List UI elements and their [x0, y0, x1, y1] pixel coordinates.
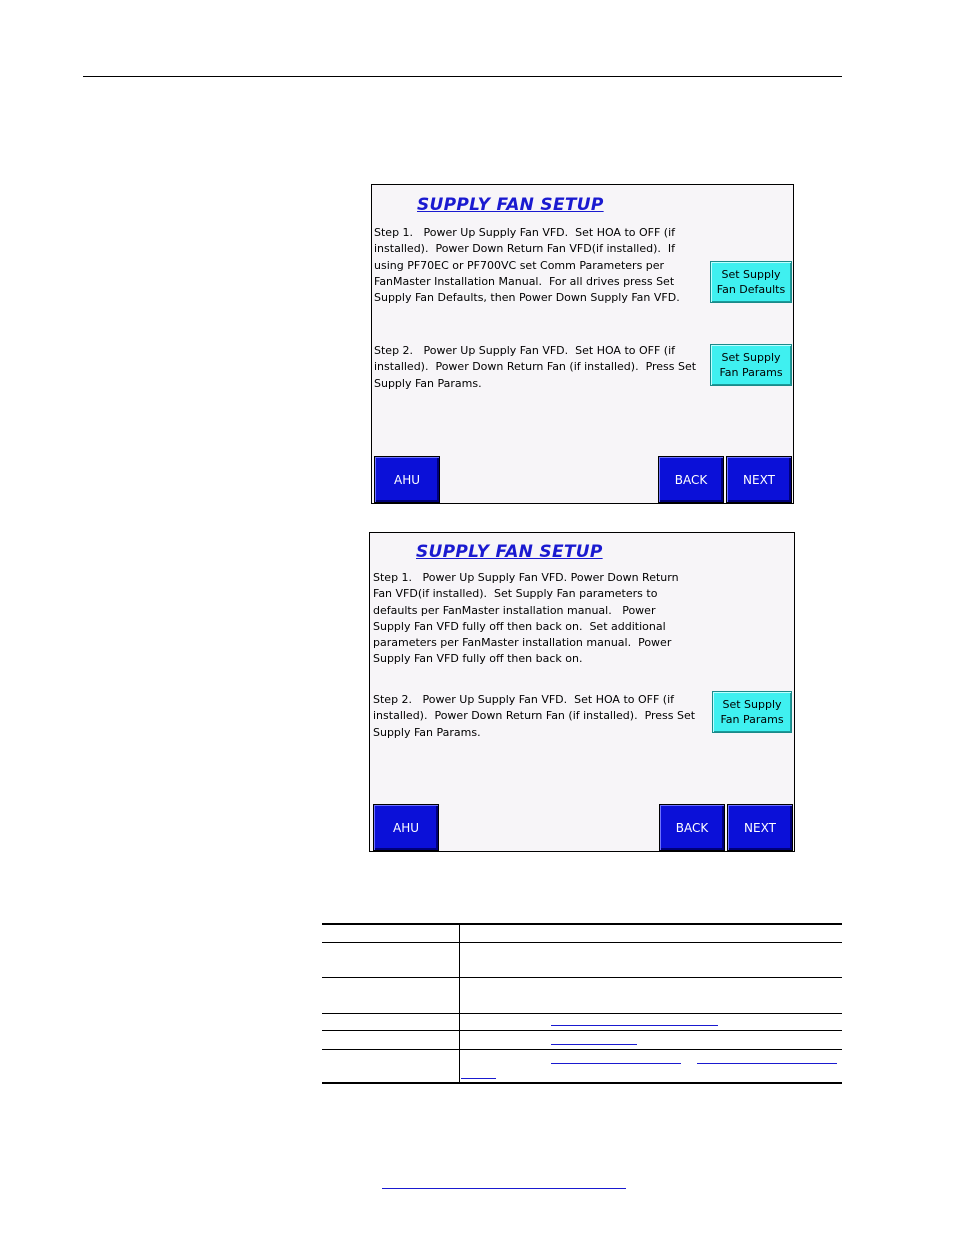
table-header-rule — [322, 942, 842, 943]
next-button[interactable]: NEXT — [727, 804, 793, 851]
table-link[interactable] — [551, 1063, 681, 1064]
ahu-button[interactable]: AHU — [374, 456, 440, 503]
set-supply-fan-defaults-button[interactable]: Set Supply Fan Defaults — [710, 261, 792, 303]
table-row-rule — [322, 1013, 842, 1014]
back-button[interactable]: BACK — [658, 456, 724, 503]
table-top-rule — [322, 923, 842, 925]
header-rule — [83, 76, 842, 77]
screen-title: SUPPLY FAN SETUP — [416, 542, 603, 562]
next-button[interactable]: NEXT — [726, 456, 792, 503]
step-1-text: Step 1. Power Up Supply Fan VFD. Set HOA to OFF (if installed). Power Down Return Fan VFD(if installed). If using PF70EC or PF700VC set Comm Parameters per FanMaster Installation Manual. For all drives press Set Supply Fan Defaults, then Power Down Supply Fan VFD. — [374, 226, 680, 305]
ahu-button[interactable]: AHU — [373, 804, 439, 851]
step-2-text: Step 2. Power Up Supply Fan VFD. Set HOA to OFF (if installed). Power Down Return Fan (if installed). Press Set Supply Fan Params. — [373, 693, 696, 739]
step-2-text: Step 2. Power Up Supply Fan VFD. Set HOA to OFF (if installed). Power Down Return Fan (if installed). Press Set Supply Fan Params. — [374, 344, 697, 390]
footer-link[interactable] — [382, 1188, 626, 1189]
screen-title: SUPPLY FAN SETUP — [417, 195, 604, 215]
table-link[interactable] — [461, 1078, 496, 1079]
table-row-rule — [322, 1049, 842, 1050]
table-column-divider — [459, 925, 460, 1083]
step-1-text: Step 1. Power Up Supply Fan VFD. Power Down Return Fan VFD(if installed). Set Supply Fan parameters to defaults per FanMaster installation manual. Power Supply Fan VFD fully off then back on. Set additional parameters per FanMaster installation manual. Power Supply Fan VFD fully off then back on. — [373, 571, 679, 666]
table-link[interactable] — [551, 1025, 718, 1026]
table-bottom-rule — [322, 1082, 842, 1084]
supply-fan-setup-screen-1 — [371, 184, 794, 504]
supply-fan-setup-screen-2 — [369, 532, 795, 852]
table-row-rule — [322, 1030, 842, 1031]
set-supply-fan-params-button[interactable]: Set Supply Fan Params — [710, 344, 792, 386]
back-button[interactable]: BACK — [659, 804, 725, 851]
table-link[interactable] — [551, 1044, 637, 1045]
table-link[interactable] — [697, 1063, 837, 1064]
set-supply-fan-params-button[interactable]: Set Supply Fan Params — [712, 691, 792, 733]
table-row-rule — [322, 977, 842, 978]
